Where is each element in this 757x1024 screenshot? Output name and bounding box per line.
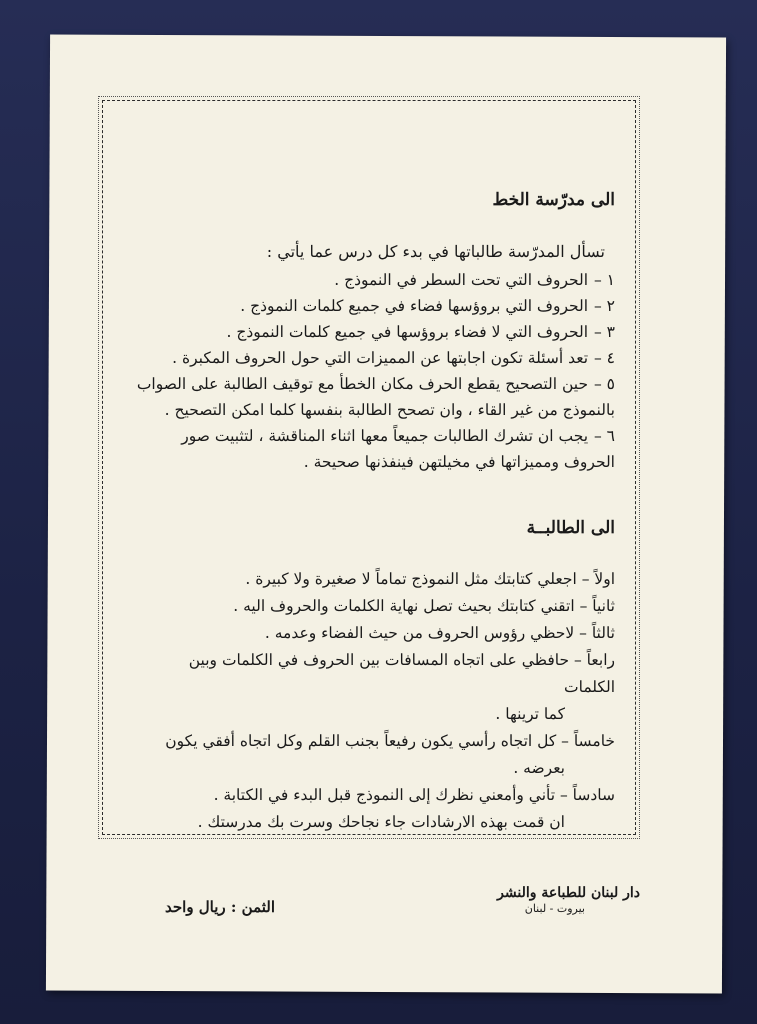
- teacher-instructions: [135, 190, 615, 475]
- list-item: سادساً – تأني وأمعني نظرك إلى النموذج قبل البدء في الكتابة .: [213, 786, 615, 804]
- teacher-heading: الى مدرّسة الخط: [492, 190, 615, 210]
- list-item-continuation: بعرضه .: [513, 759, 565, 777]
- list-item: ثالثاً – لاحظي رؤوس الحروف من حيث الفضاء وعدمه .: [264, 624, 615, 642]
- list-item: اولاً – اجعلي كتابتك مثل النموذج تماماً لا صغيرة ولا كبيرة .: [245, 570, 615, 588]
- list-item: رابعاً – حافظي على اتجاه المسافات بين الحروف في الكلمات وبين الكلمات: [188, 651, 615, 696]
- student-list: [135, 566, 615, 836]
- student-instructions: [135, 518, 615, 836]
- student-heading: الى الطالبــة: [526, 518, 615, 538]
- closing-line: ان قمت بهذه الارشادات جاء نجاحك وسرت بك مدرستك .: [197, 813, 565, 831]
- publisher-imprint: [490, 885, 640, 915]
- teacher-list: [135, 267, 615, 475]
- list-item: ٦ – يجب ان تشرك الطالبات جميعاً معها اثناء المناقشة ، لتثبيت صور: [181, 427, 615, 445]
- list-item: خامساً – كل اتجاه رأسي يكون رفيعاً بجنب القلم وكل اتجاه أفقي يكون: [165, 732, 615, 750]
- list-item: ثانياً – اتقني كتابتك بحيث تصل نهاية الكلمات والحروف اليه .: [233, 597, 615, 615]
- list-item: ٥ – حين التصحيح يقطع الحرف مكان الخطأ مع توقيف الطالبة على الصواب: [136, 375, 615, 393]
- publisher-name: دار لبنان للطباعة والنشر: [497, 885, 640, 901]
- list-item: ١ – الحروف التي تحت السطر في النموذج .: [334, 271, 615, 289]
- list-item-continuation: كما ترينها .: [495, 705, 565, 723]
- list-item: ٤ – تعد أسئلة تكون اجابتها عن المميزات التي حول الحروف المكبرة .: [172, 349, 615, 367]
- list-item-continuation: بالنموذج من غير القاء ، وان تصحح الطالبة بنفسها كلما امكن التصحيح .: [164, 401, 615, 419]
- list-item: ٣ – الحروف التي لا فضاء بروؤسها في جميع كلمات النموذج .: [226, 323, 615, 341]
- teacher-intro: تسأل المدرّسة طالباتها في بدء كل درس عما يأتي :: [266, 242, 605, 261]
- list-item-continuation: الحروف ومميزاتها في مخيلتهن فينفذنها صحيحة .: [303, 453, 615, 471]
- price-label: الثمن : ريال واحد: [165, 898, 276, 916]
- list-item: ٢ – الحروف التي بروؤسها فضاء في جميع كلمات النموذج .: [240, 297, 615, 315]
- publisher-city: بيروت - لبنان: [524, 902, 585, 915]
